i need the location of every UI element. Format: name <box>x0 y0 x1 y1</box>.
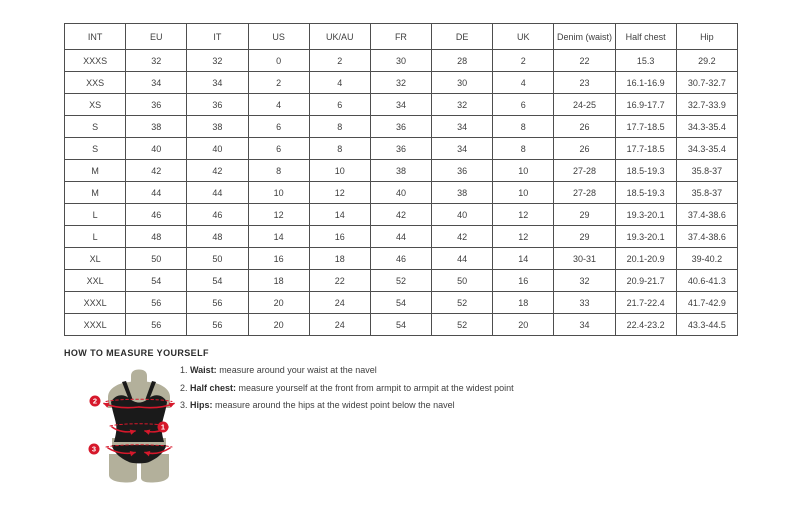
size-cell: XXL <box>65 270 126 292</box>
value-cell: 54 <box>126 270 187 292</box>
value-cell: 26 <box>554 116 615 138</box>
value-cell: 54 <box>370 314 431 336</box>
table-body <box>65 50 738 336</box>
column-header: UK <box>493 24 554 50</box>
column-header: INT <box>65 24 126 50</box>
value-cell: 56 <box>126 292 187 314</box>
hips-badge <box>89 444 100 455</box>
value-cell: 32.7-33.9 <box>676 94 737 116</box>
chest-badge <box>90 396 101 407</box>
value-cell: 44 <box>370 226 431 248</box>
value-cell: 36 <box>432 160 493 182</box>
value-cell: 16.1-16.9 <box>615 72 676 94</box>
value-cell: 2 <box>309 50 370 72</box>
value-cell: 8 <box>309 116 370 138</box>
column-header: DE <box>432 24 493 50</box>
column-header: US <box>248 24 309 50</box>
value-cell: 42 <box>370 204 431 226</box>
value-cell: 34 <box>370 94 431 116</box>
value-cell: 32 <box>370 72 431 94</box>
value-cell: 40.6-41.3 <box>676 270 737 292</box>
value-cell: 14 <box>309 204 370 226</box>
hips-badge-number: 3 <box>91 444 97 454</box>
waist-badge <box>158 422 169 433</box>
value-cell: 20.1-20.9 <box>615 248 676 270</box>
table-row <box>65 204 738 226</box>
table-row <box>65 314 738 336</box>
value-cell: 4 <box>493 72 554 94</box>
step-text: measure around the hips at the widest point below the navel <box>212 400 455 410</box>
value-cell: 23 <box>554 72 615 94</box>
value-cell: 10 <box>309 160 370 182</box>
value-cell: 19.3-20.1 <box>615 204 676 226</box>
value-cell: 32 <box>187 50 248 72</box>
value-cell: 29 <box>554 204 615 226</box>
size-cell: S <box>65 138 126 160</box>
value-cell: 38 <box>432 182 493 204</box>
column-header: Half chest <box>615 24 676 50</box>
column-header: Denim (waist) <box>554 24 615 50</box>
value-cell: 29 <box>554 226 615 248</box>
size-cell: XXXL <box>65 292 126 314</box>
value-cell: 38 <box>187 116 248 138</box>
table-header-row <box>65 24 738 50</box>
value-cell: 17.7-18.5 <box>615 138 676 160</box>
value-cell: 14 <box>248 226 309 248</box>
chest-badge-number: 2 <box>92 396 98 406</box>
size-cell: L <box>65 226 126 248</box>
value-cell: 48 <box>187 226 248 248</box>
value-cell: 24 <box>309 314 370 336</box>
value-cell: 8 <box>248 160 309 182</box>
table-row <box>65 138 738 160</box>
value-cell: 54 <box>370 292 431 314</box>
value-cell: 34 <box>432 138 493 160</box>
value-cell: 16 <box>248 248 309 270</box>
value-cell: 18 <box>309 248 370 270</box>
value-cell: 20 <box>248 314 309 336</box>
table-row <box>65 292 738 314</box>
value-cell: 0 <box>248 50 309 72</box>
value-cell: 34 <box>432 116 493 138</box>
value-cell: 8 <box>493 138 554 160</box>
value-cell: 40 <box>187 138 248 160</box>
value-cell: 42 <box>126 160 187 182</box>
column-header: FR <box>370 24 431 50</box>
value-cell: 8 <box>493 116 554 138</box>
value-cell: 2 <box>248 72 309 94</box>
value-cell: 2 <box>493 50 554 72</box>
size-cell: XXS <box>65 72 126 94</box>
value-cell: 30-31 <box>554 248 615 270</box>
value-cell: 32 <box>432 94 493 116</box>
value-cell: 4 <box>248 94 309 116</box>
step-number: 2. <box>180 382 191 393</box>
value-cell: 19.3-20.1 <box>615 226 676 248</box>
value-cell: 40 <box>432 204 493 226</box>
value-cell: 30 <box>370 50 431 72</box>
value-cell: 10 <box>493 182 554 204</box>
value-cell: 36 <box>370 138 431 160</box>
value-cell: 37.4-38.6 <box>676 204 737 226</box>
step-term: Waist: <box>190 365 217 375</box>
value-cell: 22.4-23.2 <box>615 314 676 336</box>
column-header: Hip <box>676 24 737 50</box>
value-cell: 20 <box>493 314 554 336</box>
value-cell: 20.9-21.7 <box>615 270 676 292</box>
table-row <box>65 50 738 72</box>
value-cell: 52 <box>370 270 431 292</box>
value-cell: 52 <box>432 314 493 336</box>
value-cell: 52 <box>432 292 493 314</box>
value-cell: 50 <box>187 248 248 270</box>
value-cell: 18 <box>248 270 309 292</box>
value-cell: 35.8-37 <box>676 160 737 182</box>
value-cell: 6 <box>248 138 309 160</box>
column-header: EU <box>126 24 187 50</box>
value-cell: 34 <box>554 314 615 336</box>
value-cell: 30.7-32.7 <box>676 72 737 94</box>
value-cell: 43.3-44.5 <box>676 314 737 336</box>
value-cell: 18.5-19.3 <box>615 182 676 204</box>
value-cell: 44 <box>126 182 187 204</box>
value-cell: 12 <box>493 226 554 248</box>
value-cell: 12 <box>248 204 309 226</box>
value-cell: 34 <box>187 72 248 94</box>
value-cell: 46 <box>126 204 187 226</box>
value-cell: 6 <box>493 94 554 116</box>
value-cell: 24 <box>309 292 370 314</box>
value-cell: 41.7-42.9 <box>676 292 737 314</box>
table-row <box>65 270 738 292</box>
value-cell: 54 <box>187 270 248 292</box>
step-number: 1. <box>180 365 191 375</box>
size-cell: XXXL <box>65 314 126 336</box>
step-term: Half chest: <box>190 382 237 393</box>
value-cell: 18 <box>493 292 554 314</box>
value-cell: 34.3-35.4 <box>676 138 737 160</box>
value-cell: 56 <box>187 292 248 314</box>
column-header: UK/AU <box>309 24 370 50</box>
value-cell: 10 <box>248 182 309 204</box>
value-cell: 35.8-37 <box>676 182 737 204</box>
table-row <box>65 160 738 182</box>
value-cell: 22 <box>309 270 370 292</box>
value-cell: 6 <box>248 116 309 138</box>
size-cell: XS <box>65 94 126 116</box>
value-cell: 56 <box>187 314 248 336</box>
value-cell: 12 <box>309 182 370 204</box>
value-cell: 24-25 <box>554 94 615 116</box>
value-cell: 38 <box>126 116 187 138</box>
value-cell: 32 <box>126 50 187 72</box>
value-cell: 8 <box>309 138 370 160</box>
step-text: measure yourself at the front from armpit to armpit at the widest point <box>236 382 514 393</box>
value-cell: 26 <box>554 138 615 160</box>
value-cell: 16.9-17.7 <box>615 94 676 116</box>
value-cell: 22 <box>554 50 615 72</box>
waist-badge-number: 1 <box>160 422 166 432</box>
value-cell: 18.5-19.3 <box>615 160 676 182</box>
value-cell: 56 <box>126 314 187 336</box>
step-term: Hips: <box>190 400 213 410</box>
size-cell: XXXS <box>65 50 126 72</box>
value-cell: 10 <box>493 160 554 182</box>
value-cell: 29.2 <box>676 50 737 72</box>
size-cell: XL <box>65 248 126 270</box>
value-cell: 46 <box>370 248 431 270</box>
value-cell: 21.7-22.4 <box>615 292 676 314</box>
size-cell: M <box>65 160 126 182</box>
value-cell: 32 <box>554 270 615 292</box>
measure-step <box>180 401 514 410</box>
size-chart-table <box>64 23 738 336</box>
value-cell: 28 <box>432 50 493 72</box>
value-cell: 4 <box>309 72 370 94</box>
value-cell: 12 <box>493 204 554 226</box>
value-cell: 42 <box>187 160 248 182</box>
value-cell: 36 <box>370 116 431 138</box>
value-cell: 44 <box>432 248 493 270</box>
value-cell: 27-28 <box>554 182 615 204</box>
value-cell: 16 <box>309 226 370 248</box>
value-cell: 36 <box>187 94 248 116</box>
value-cell: 46 <box>187 204 248 226</box>
value-cell: 42 <box>432 226 493 248</box>
size-cell: L <box>65 204 126 226</box>
value-cell: 14 <box>493 248 554 270</box>
value-cell: 36 <box>126 94 187 116</box>
how-to-measure-title: HOW TO MEASURE YOURSELF <box>64 348 209 358</box>
value-cell: 17.7-18.5 <box>615 116 676 138</box>
value-cell: 20 <box>248 292 309 314</box>
value-cell: 40 <box>370 182 431 204</box>
value-cell: 48 <box>126 226 187 248</box>
size-cell: S <box>65 116 126 138</box>
value-cell: 44 <box>187 182 248 204</box>
measure-step <box>180 384 514 393</box>
table-row <box>65 116 738 138</box>
value-cell: 50 <box>432 270 493 292</box>
measure-steps-list <box>180 366 514 419</box>
table-row <box>65 226 738 248</box>
column-header: IT <box>187 24 248 50</box>
value-cell: 30 <box>432 72 493 94</box>
value-cell: 50 <box>126 248 187 270</box>
size-cell: M <box>65 182 126 204</box>
value-cell: 40 <box>126 138 187 160</box>
table-row <box>65 248 738 270</box>
value-cell: 34.3-35.4 <box>676 116 737 138</box>
value-cell: 34 <box>126 72 187 94</box>
value-cell: 38 <box>370 160 431 182</box>
table-row <box>65 72 738 94</box>
step-number: 3. <box>180 400 191 410</box>
value-cell: 16 <box>493 270 554 292</box>
step-text: measure around your waist at the navel <box>216 365 377 375</box>
value-cell: 27-28 <box>554 160 615 182</box>
table-row <box>65 182 738 204</box>
value-cell: 37.4-38.6 <box>676 226 737 248</box>
value-cell: 33 <box>554 292 615 314</box>
value-cell: 6 <box>309 94 370 116</box>
value-cell: 15.3 <box>615 50 676 72</box>
value-cell: 39-40.2 <box>676 248 737 270</box>
measure-step <box>180 366 514 375</box>
table-row <box>65 94 738 116</box>
